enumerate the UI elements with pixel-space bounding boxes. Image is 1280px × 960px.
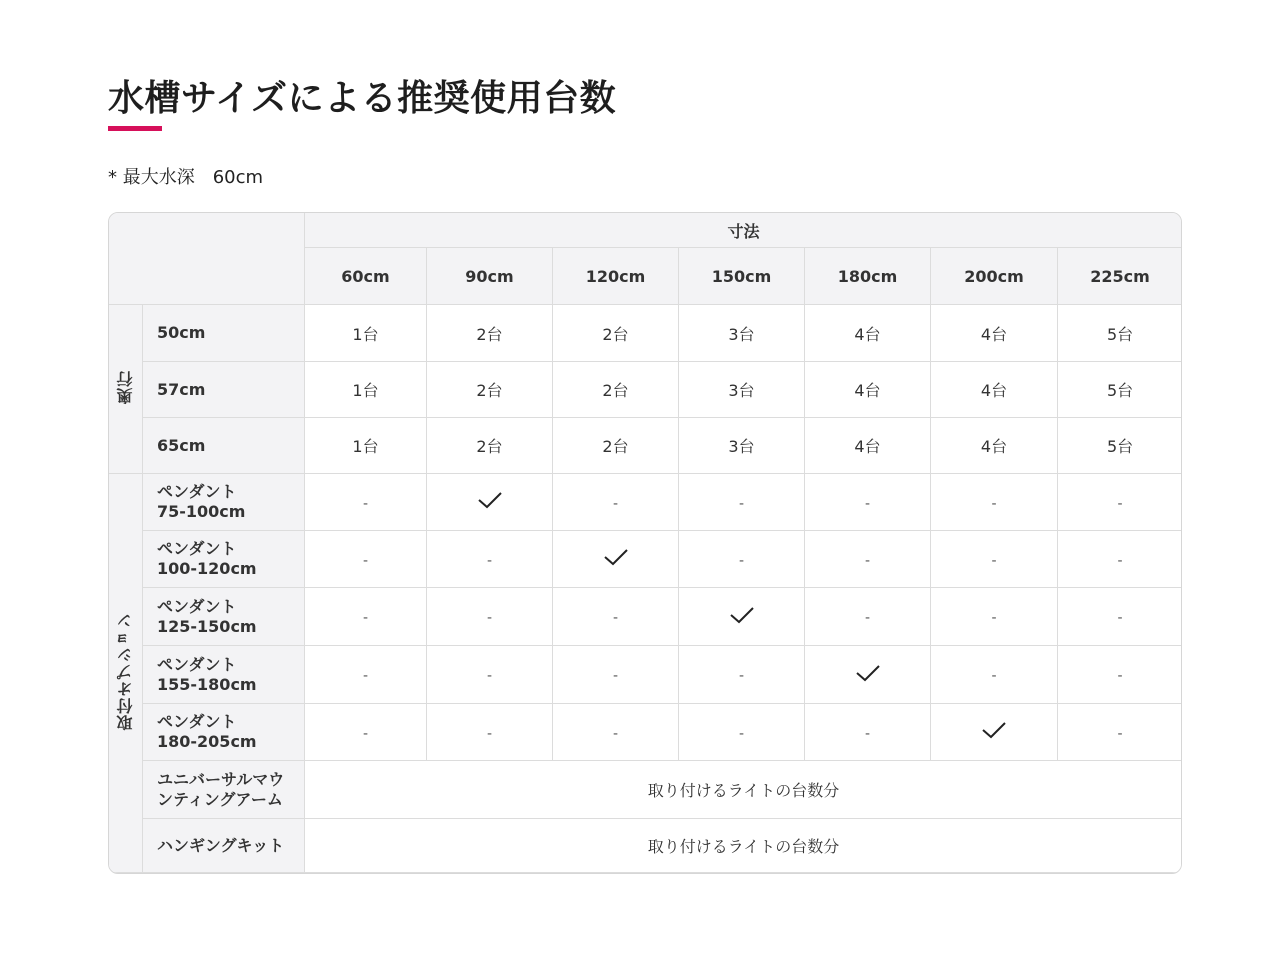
accessory-row — [109, 819, 1183, 873]
table-cell: 2台 — [553, 362, 679, 418]
table-cell — [1058, 704, 1183, 761]
table-cell: 1台 — [305, 305, 427, 362]
corner-cell — [109, 213, 305, 305]
table-cell: 3台 — [679, 305, 805, 362]
table-cell: 4台 — [805, 362, 931, 418]
accessory-value: 取り付けるライトの台数分 — [305, 819, 1183, 873]
depth-row — [109, 305, 1183, 362]
table-cell: 2台 — [553, 305, 679, 362]
depth-row-label: 50cm — [143, 305, 305, 362]
dash-placeholder: - — [738, 725, 745, 742]
table-cell — [679, 474, 805, 531]
dash-placeholder: - — [991, 610, 997, 626]
column-header: 90cm — [427, 248, 553, 305]
table-cell — [931, 646, 1058, 704]
table-cell — [679, 588, 805, 646]
table-cell — [805, 646, 931, 704]
table-cell — [305, 474, 427, 531]
table-cell: 4台 — [805, 418, 931, 474]
table-cell — [805, 531, 931, 588]
table-cell — [679, 646, 805, 704]
table-cell — [427, 646, 553, 704]
dash-placeholder: - — [738, 552, 745, 569]
dash-placeholder: - — [1117, 610, 1123, 626]
recommendation-table — [108, 212, 1182, 874]
checkmark-icon — [729, 605, 755, 625]
accessory-row-label — [143, 761, 305, 819]
option-group-label — [109, 474, 143, 873]
table-cell — [931, 588, 1058, 646]
dash-placeholder: - — [612, 668, 619, 684]
depth-row-label: 65cm — [143, 418, 305, 474]
row-label-line: ンティングアーム — [157, 789, 283, 809]
dash-placeholder: - — [612, 725, 619, 742]
row-label-line: ユニバーサルマウ — [157, 769, 285, 789]
table-cell: 4台 — [931, 305, 1058, 362]
table-cell: 2台 — [553, 418, 679, 474]
table-cell: 3台 — [679, 362, 805, 418]
depth-group-text: 奥行 — [116, 370, 135, 404]
table-cell — [305, 531, 427, 588]
table-cell — [305, 704, 427, 761]
table-cell: 5台 — [1058, 362, 1183, 418]
table-cell — [1058, 531, 1183, 588]
table-cell — [427, 588, 553, 646]
dash-placeholder: - — [362, 668, 369, 684]
accessory-value: 取り付けるライトの台数分 — [305, 761, 1183, 819]
table-cell: 5台 — [1058, 418, 1183, 474]
dash-placeholder: - — [864, 495, 871, 512]
row-label-line: 75-100cm — [157, 502, 246, 521]
table-cell — [305, 588, 427, 646]
table-cell — [931, 531, 1058, 588]
table-cell: 1台 — [305, 418, 427, 474]
dimension-header: 寸法 — [305, 213, 1183, 248]
page-title: 水槽サイズによる推奨使用台数 — [108, 78, 617, 119]
table-cell — [805, 588, 931, 646]
accessory-row-label — [143, 819, 305, 873]
dash-placeholder: - — [486, 610, 493, 626]
table-cell — [553, 646, 679, 704]
dash-placeholder: - — [362, 725, 369, 742]
table-cell — [805, 704, 931, 761]
pendant-row-label — [143, 474, 305, 531]
row-label-line: ハンギングキット — [157, 835, 285, 855]
table-cell — [931, 474, 1058, 531]
depth-row-label: 57cm — [143, 362, 305, 418]
table-cell — [1058, 646, 1183, 704]
dash-placeholder: - — [486, 552, 493, 569]
accessory-row — [109, 761, 1183, 819]
table-cell: 2台 — [427, 305, 553, 362]
table-cell — [553, 704, 679, 761]
table-cell: 4台 — [805, 305, 931, 362]
depth-row — [109, 418, 1183, 474]
pendant-row — [109, 531, 1183, 588]
table-cell — [679, 531, 805, 588]
column-header: 225cm — [1058, 248, 1183, 305]
table-cell — [553, 531, 679, 588]
dash-placeholder: - — [864, 552, 871, 569]
table-cell: 2台 — [427, 362, 553, 418]
pendant-row-label — [143, 588, 305, 646]
dash-placeholder: - — [991, 495, 997, 512]
table-cell — [427, 704, 553, 761]
option-group-text: 取付オプション — [116, 611, 135, 731]
title-underline — [108, 126, 162, 131]
table-cell — [553, 474, 679, 531]
column-header: 150cm — [679, 248, 805, 305]
dash-placeholder: - — [1117, 668, 1123, 684]
dash-placeholder: - — [362, 552, 369, 569]
row-label-line: ペンダント — [157, 654, 237, 674]
checkmark-icon — [477, 490, 503, 510]
checkmark-icon — [855, 663, 881, 683]
pendant-row-label — [143, 646, 305, 704]
depth-row — [109, 362, 1183, 418]
pendant-row — [109, 704, 1183, 761]
pendant-row-label — [143, 531, 305, 588]
column-header: 120cm — [553, 248, 679, 305]
table-cell — [679, 704, 805, 761]
column-header: 60cm — [305, 248, 427, 305]
max-depth-note: * 最大水深 60cm — [108, 167, 264, 188]
checkmark-icon — [603, 547, 629, 567]
pendant-row — [109, 588, 1183, 646]
dash-placeholder: - — [991, 668, 997, 684]
row-label-line: 180-205cm — [157, 732, 257, 751]
table-cell — [427, 531, 553, 588]
depth-group-label — [109, 305, 143, 474]
dash-placeholder: - — [612, 495, 619, 512]
row-label-line: ペンダント — [157, 482, 237, 501]
dash-placeholder: - — [362, 495, 369, 512]
dash-placeholder: - — [1117, 552, 1123, 569]
table-cell — [805, 474, 931, 531]
table-cell — [305, 646, 427, 704]
table-cell: 2台 — [427, 418, 553, 474]
dash-placeholder: - — [1117, 495, 1123, 512]
column-header: 200cm — [931, 248, 1058, 305]
table-cell: 5台 — [1058, 305, 1183, 362]
row-label-line: ペンダント — [157, 712, 237, 731]
column-header: 180cm — [805, 248, 931, 305]
table-cell — [931, 704, 1058, 761]
table-cell: 4台 — [931, 362, 1058, 418]
dash-placeholder: - — [864, 610, 871, 626]
pendant-row — [109, 646, 1183, 704]
table-cell: 3台 — [679, 418, 805, 474]
dash-placeholder: - — [738, 495, 745, 512]
dash-placeholder: - — [486, 725, 493, 742]
dash-placeholder: - — [486, 668, 493, 684]
table-cell: 4台 — [931, 418, 1058, 474]
table-cell: 1台 — [305, 362, 427, 418]
row-label-line: ペンダント — [157, 539, 237, 558]
dash-placeholder: - — [362, 610, 369, 626]
table-cell — [553, 588, 679, 646]
checkmark-icon — [981, 720, 1007, 740]
row-label-line: 100-120cm — [157, 559, 257, 578]
dash-placeholder: - — [738, 668, 745, 684]
row-label-line: ペンダント — [157, 596, 237, 616]
table-cell — [1058, 474, 1183, 531]
pendant-row — [109, 474, 1183, 531]
row-label-line: 125-150cm — [157, 616, 257, 636]
table-cell — [427, 474, 553, 531]
row-label-line: 155-180cm — [157, 674, 257, 694]
table-cell — [1058, 588, 1183, 646]
dash-placeholder: - — [612, 610, 619, 626]
dash-placeholder: - — [1117, 725, 1123, 742]
dash-placeholder: - — [991, 552, 997, 569]
pendant-row-label — [143, 704, 305, 761]
dash-placeholder: - — [864, 725, 871, 742]
